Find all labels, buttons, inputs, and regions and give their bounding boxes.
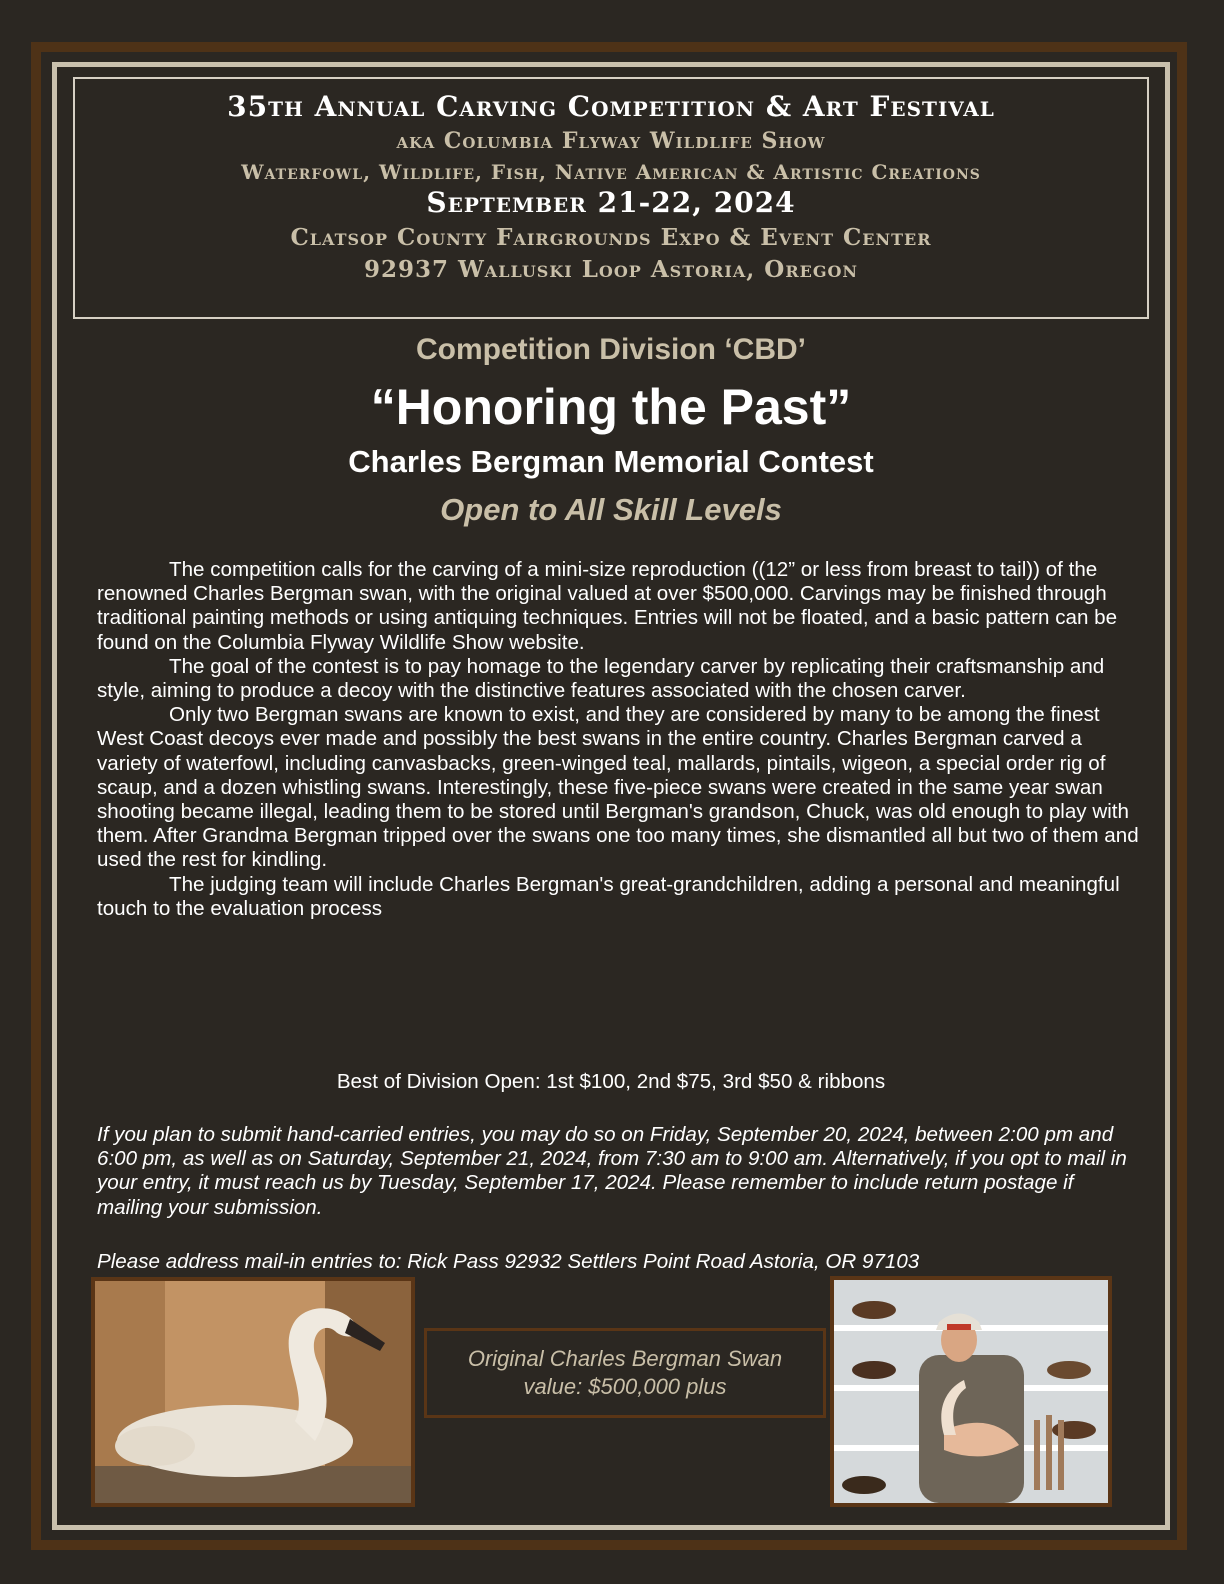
swan-photo xyxy=(91,1277,415,1507)
event-venue: Clatsop County Fairgrounds Expo & Event Center xyxy=(290,224,932,251)
paragraph-judging: The judging team will include Charles Bergman's great-grandchildren, adding a personal and meaningful touch to the evaluation process xyxy=(97,872,1120,920)
event-aka: aka Columbia Flyway Wildlife Show xyxy=(396,128,826,154)
event-header xyxy=(73,77,1149,319)
caption-line-2: value: $500,000 plus xyxy=(523,1374,727,1399)
prizes-line: Best of Division Open: 1st $100, 2nd $75, 3rd $50 & ribbons xyxy=(336,1070,886,1093)
contest-title: Charles Bergman Memorial Contest xyxy=(348,444,874,479)
paragraph-rules: The competition calls for the carving of a mini-size reproduction ((12” or less from breast to tail)) of the renowned Charles Bergman swan, with the original valued at over $500,000. Carvings may be finished through traditional painting methods or using antiquing techniques. Entries will not be floated, and a basic pattern can be found on the Columbia Flyway Wildlife Show website. xyxy=(97,558,1118,654)
dropoff-instructions: If you plan to submit hand-carried entries, you may do so on Friday, September 20, 2024, between 2:00 pm and 6:00 pm, as well as on Saturday, September 21, 2024, from 7:30 am to 9:00 am. Alternatively, if you opt to mail in your entry, it must reach us by Tuesday, September 17, 2024. Please remember to include return postage if mailing your submission. xyxy=(97,1123,1127,1219)
paragraph-history: Only two Bergman swans are known to exist, and they are considered by many to be among the finest West Coast decoys ever made and possibly the best swans in the entire country. Charles Bergman carved a variety of waterfowl, including canvasbacks, green-winged teal, mallards, pintails, wigeon, a special order rig of scaup, and a dozen whistling swans. Interestingly, these five-piece swans were created in the same year swan shooting became illegal, leading them to be stored until Bergman's grandson, Chuck, was old enough to play with them. After Grandma Bergman tripped over the swans one too many times, she dismantled all but two of them and used the rest for kindling. xyxy=(97,703,1139,872)
division-title: Competition Division ‘CBD’ xyxy=(416,333,806,366)
event-address: 92937 Walluski Loop Astoria, Oregon xyxy=(363,256,859,283)
caption-line-1: Original Charles Bergman Swan xyxy=(467,1346,783,1371)
description xyxy=(97,558,1142,921)
paragraph-goal: The goal of the contest is to pay homage to the legendary carver by replicating their craftsmanship and style, aiming to produce a decoy with the distinctive features associated with the chosen carver. xyxy=(97,654,1105,703)
skill-level-note: Open to All Skill Levels xyxy=(440,492,782,527)
carver-photo xyxy=(830,1276,1112,1507)
event-categories: Waterfowl, Wildlife, Fish, Native American & Artistic Creations xyxy=(241,160,981,184)
swan-illustration xyxy=(95,1281,411,1503)
swan-caption xyxy=(424,1328,826,1418)
mail-address: Please address mail-in entries to: Rick Pass 92932 Settlers Point Road Astoria, OR 97103 xyxy=(97,1250,920,1273)
event-title: 35th Annual Carving Competition & Art Festival xyxy=(227,90,995,123)
theme-title: “Honoring the Past” xyxy=(370,379,852,435)
event-dates: September 21-22, 2024 xyxy=(426,186,796,219)
carver-illustration xyxy=(834,1280,1108,1503)
